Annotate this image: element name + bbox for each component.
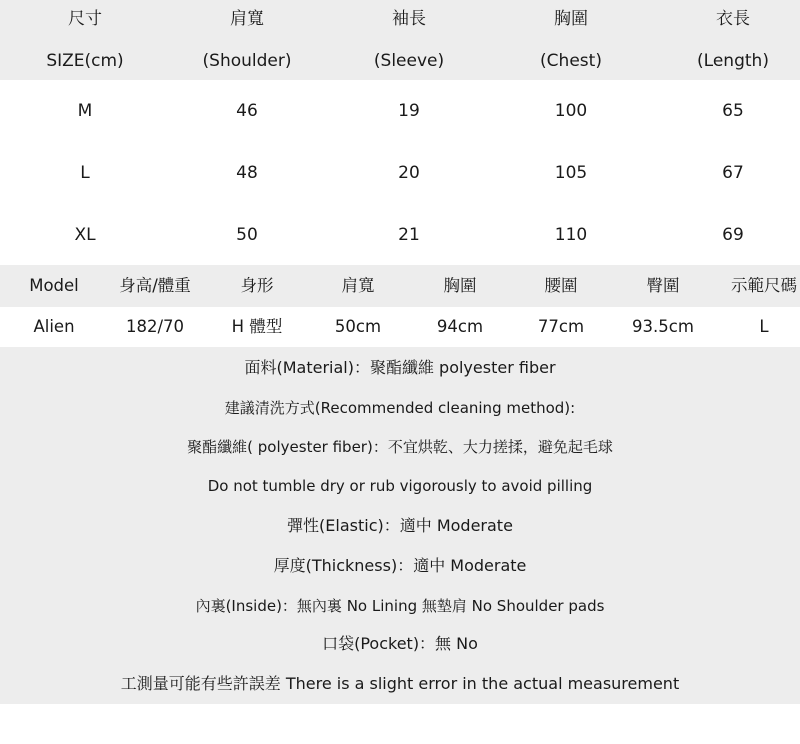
size-header-shoulder-zh: 肩寬 — [230, 9, 264, 29]
model-header-hip: 臀圍 — [646, 276, 680, 295]
care-warning-line: 聚酯纖維( polyester fiber)：不宜烘乾、大力搓揉，避免起毛球 — [187, 438, 613, 456]
size-header-size-zh: 尺寸 — [68, 9, 102, 29]
size-cell-length: 65 — [722, 101, 744, 121]
size-header-chest-en: (Chest) — [540, 51, 602, 71]
size-cell-chest: 105 — [554, 163, 588, 183]
cleaning-method-line: 建議清洗方式(Recommended cleaning method): — [224, 399, 576, 417]
size-header-size-en: SIZE(cm) — [46, 51, 124, 71]
model-cell-hip: 93.5cm — [632, 317, 694, 336]
size-header-en-row — [0, 46, 800, 76]
size-row-l — [0, 158, 800, 188]
size-cell-length: 69 — [722, 225, 744, 245]
measurement-note-line: 工測量可能有些許誤差 There is a slight error in the actual measurement — [120, 674, 680, 693]
size-header-length-zh: 衣長 — [716, 9, 750, 29]
elastic-line: 彈性(Elastic)：適中 Moderate — [287, 516, 513, 535]
model-cell-height: 182/70 — [125, 317, 185, 336]
size-cell-sleeve: 19 — [398, 101, 420, 121]
size-cell-shoulder: 50 — [236, 225, 258, 245]
care-info-section — [0, 347, 800, 704]
model-cell-name: Alien — [33, 317, 75, 336]
size-cell-chest: 100 — [554, 101, 588, 121]
size-table-header — [0, 0, 800, 80]
size-cell-size: XL — [74, 225, 96, 245]
model-header-row — [0, 271, 800, 301]
size-header-length-en: (Length) — [697, 51, 769, 71]
pocket-line: 口袋(Pocket)：無 No — [322, 634, 478, 653]
model-header-sample-size: 示範尺碼 — [731, 276, 797, 295]
model-header-model: Model — [29, 276, 79, 295]
size-row-m — [0, 96, 800, 126]
inside-line: 內裏(Inside)：無內裏 No Lining 無墊肩 No Shoulder pads — [195, 597, 605, 615]
size-cell-sleeve: 20 — [398, 163, 420, 183]
model-header-waist: 腰圍 — [544, 276, 578, 295]
model-cell-shoulder: 50cm — [334, 317, 382, 336]
size-cell-sleeve: 21 — [398, 225, 420, 245]
model-header-height: 身高/體重 — [119, 276, 191, 295]
size-cell-shoulder: 46 — [236, 101, 258, 121]
size-cell-chest: 110 — [554, 225, 588, 245]
model-table-header — [0, 265, 800, 307]
model-cell-body-type: H 體型 — [231, 317, 283, 336]
model-header-shoulder: 肩寬 — [341, 276, 375, 295]
size-cell-shoulder: 48 — [236, 163, 258, 183]
model-cell-chest: 94cm — [436, 317, 484, 336]
size-header-sleeve-zh: 袖長 — [392, 9, 426, 29]
thickness-line: 厚度(Thickness)：適中 Moderate — [273, 556, 527, 575]
size-cell-length: 67 — [722, 163, 744, 183]
size-header-chest-zh: 胸圍 — [554, 9, 588, 29]
model-header-chest: 胸圍 — [443, 276, 477, 295]
care-warning-en-line: Do not tumble dry or rub vigorously to avoid pilling — [207, 477, 593, 495]
size-cell-size: M — [77, 101, 93, 121]
model-cell-sample-size: L — [759, 317, 769, 336]
size-header-shoulder-en: (Shoulder) — [202, 51, 292, 71]
size-cell-size: L — [80, 163, 90, 183]
material-line: 面料(Material)：聚酯纖維 polyester fiber — [244, 358, 556, 377]
model-row — [0, 312, 800, 342]
size-row-xl — [0, 220, 800, 250]
size-header-zh-row — [0, 4, 800, 34]
model-cell-waist: 77cm — [537, 317, 585, 336]
model-header-body-type: 身形 — [240, 276, 274, 295]
size-header-sleeve-en: (Sleeve) — [373, 51, 445, 71]
